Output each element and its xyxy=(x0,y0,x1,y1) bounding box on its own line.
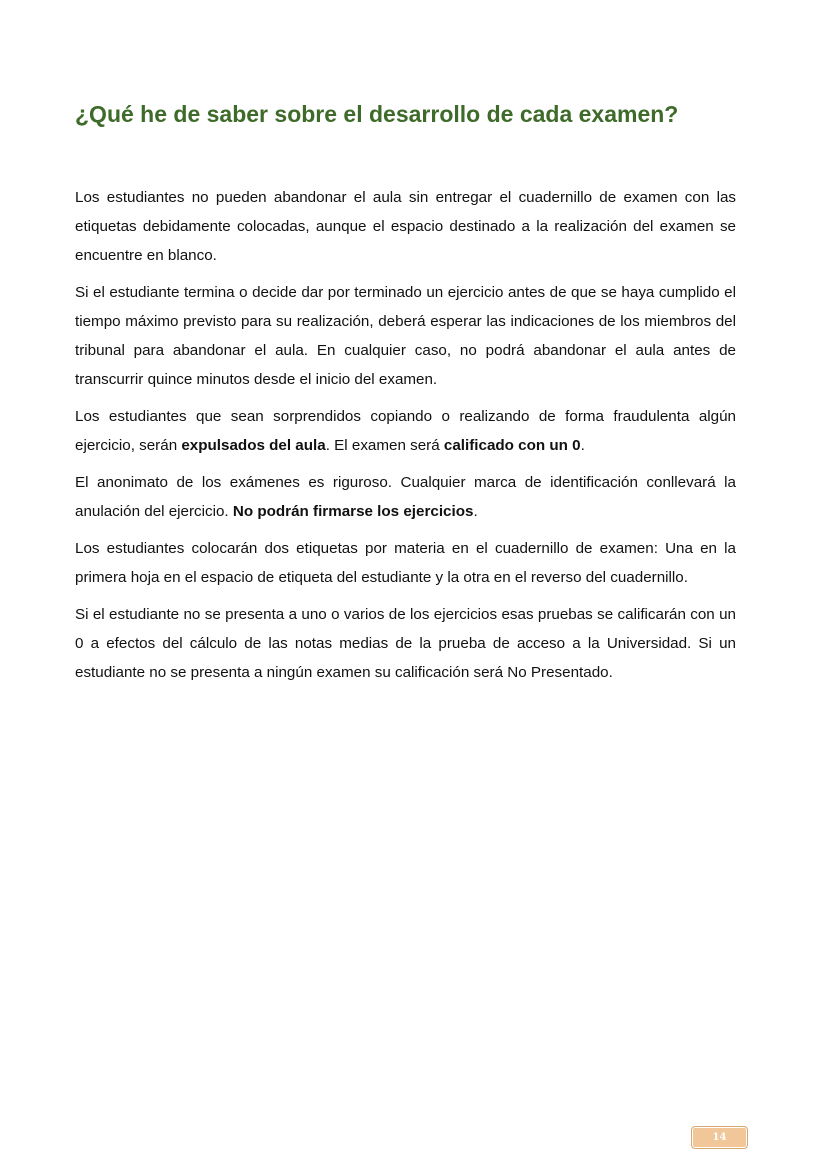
paragraph-no-show: Si el estudiante no se presenta a uno o varios de los ejercicios esas pruebas se calificarán con un 0 a efectos del cálculo de las notas medias de la prueba de acceso a la Universidad. Si un estudiante no se presenta a ningún examen su calificación será No Presentado. xyxy=(75,606,736,681)
paragraph-leave-room: Los estudiantes no pueden abandonar el aula sin entregar el cuadernillo de examen con las etiquetas debidamente colocadas, aunque el espacio destinado a la realización del examen se encuentre en blanco. xyxy=(75,189,736,264)
paragraph-cheating-text-3: . xyxy=(580,437,585,454)
paragraph-cheating-bold-expelled: expulsados del aula xyxy=(181,437,326,454)
page-number: 14 xyxy=(712,1132,727,1143)
paragraph-cheating-bold-zero: calificado con un 0 xyxy=(443,437,581,454)
paragraph-anonymity-text-1: El anonimato de los exámenes es riguroso. Cualquier marca de identificación conllevará la anulación del ejercicio. xyxy=(75,474,736,520)
paragraph-labels: Los estudiantes colocarán dos etiquetas por materia en el cuadernillo de examen: Una en la primera hoja en el espacio de etiqueta del estudiante y la otra en el reverso del cuadernillo. xyxy=(75,540,736,586)
paragraph-finish-early: Si el estudiante termina o decide dar por terminado un ejercicio antes de que se haya cumplido el tiempo máximo previsto para su realización, deberá esperar las indicaciones de los miembros del tribunal para abandonar el aula. En cualquier caso, no podrá abandonar el aula antes de transcurrir quince minutos desde el inicio del examen. xyxy=(75,284,736,388)
page-number-badge xyxy=(691,1126,748,1149)
paragraph-cheating-text-1: Los estudiantes que sean sorprendidos copiando o realizando de forma fraudulenta algún ejercicio, serán xyxy=(75,408,736,454)
body-text xyxy=(75,183,736,695)
paragraph-cheating-text-2: . El examen será xyxy=(325,437,444,454)
paragraph-anonymity xyxy=(75,468,736,526)
section-heading: ¿Qué he de saber sobre el desarrollo de cada examen? xyxy=(75,101,679,127)
paragraph-cheating xyxy=(75,402,736,460)
paragraph-anonymity-bold-no-signing: No podrán firmarse los ejercicios xyxy=(232,503,474,520)
paragraph-anonymity-text-2: . xyxy=(473,503,478,520)
